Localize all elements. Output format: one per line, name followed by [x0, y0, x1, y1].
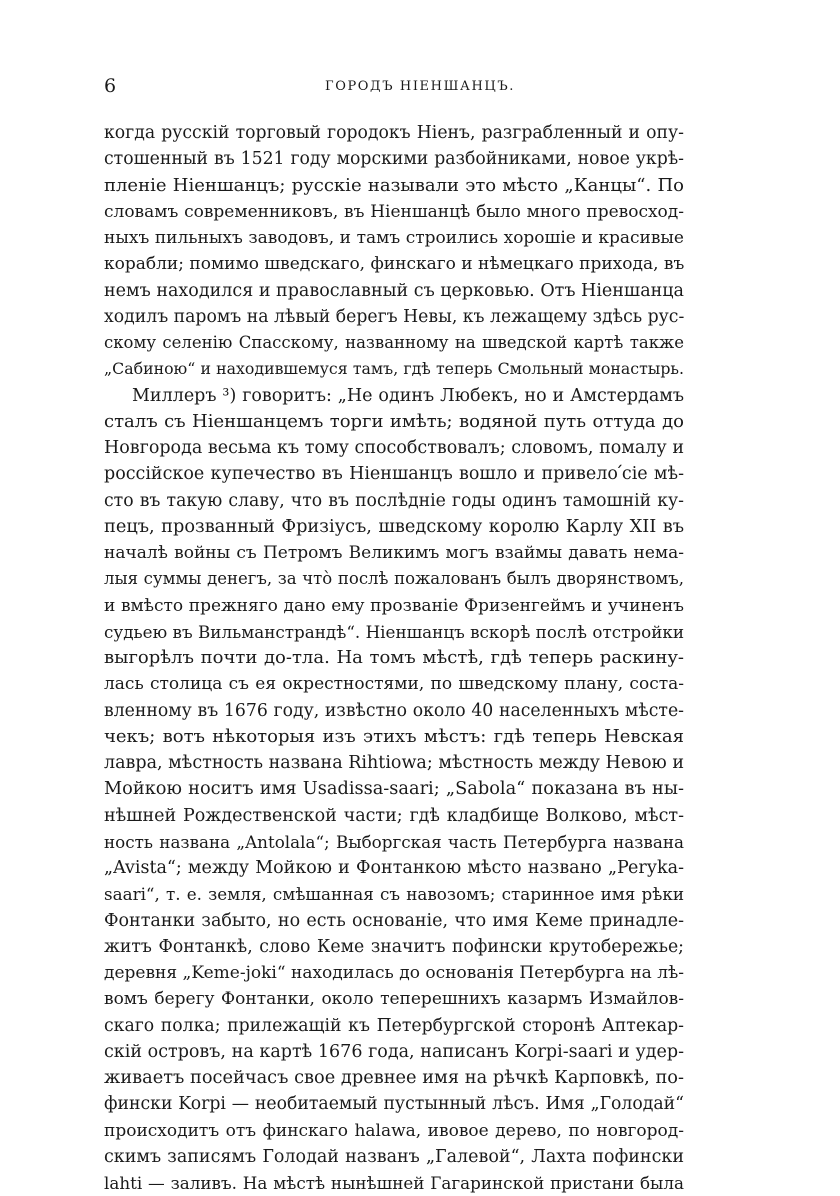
text-line: Фонтанки забыто, но есть основаніе, что имя Кеме принадле- — [104, 910, 684, 931]
text-line: немъ находился и православный съ церковью. Отъ Ніеншанца — [104, 280, 684, 301]
text-line: сталъ съ Ніеншанцемъ торги имѣть; водяной путь оттуда до — [104, 410, 684, 432]
text-line: пленіе Ніеншанцъ; русскіе называли это мѣсто „Канцы“. По — [104, 174, 684, 196]
body-text — [104, 120, 684, 1196]
text-line: saari“, т. е. земля, смѣшанная съ навозомъ; старинное имя рѣки — [104, 884, 684, 905]
text-line: ность названа „Antolala“; Выборгская часть Петербурга названа — [104, 831, 684, 852]
text-line: деревня „Keme-joki“ находилась до основанія Петербурга на лѣ- — [104, 963, 684, 983]
text-line: чекъ; вотъ нѣкоторыя изъ этихъ мѣстъ: гдѣ теперь Невская — [104, 725, 684, 747]
text-line: стошенный въ 1521 году морскими разбойниками, новое укрѣ- — [104, 149, 684, 170]
text-line: нѣшней Рождественской части; гдѣ кладбище Волково, мѣст- — [104, 805, 684, 826]
text-line: „Сабиною“ и находившемуся тамъ, гдѣ теперь Смольный монастырь. — [104, 359, 684, 379]
text-line: вленному въ 1676 году, извѣстно около 40 населенныхъ мѣсте- — [104, 700, 684, 721]
text-line: выгорѣлъ почти до-тла. На томъ мѣстѣ, гдѣ теперь раскину- — [104, 647, 684, 668]
text-line: скому селенію Спасскому, названному на шведской картѣ также — [104, 333, 684, 352]
text-line: началѣ войны съ Петромъ Великимъ могъ взаймы давать нема- — [104, 543, 684, 563]
text-line: скимъ записямъ Голодай названъ „Галевой“, Лахта пофински — [104, 1146, 684, 1167]
text-line: лавра, мѣстность названа Rihtiowa; мѣстность между Невою и — [104, 753, 684, 773]
text-line: и вмѣсто прежняго дано ему прозваніе Фризенгеймъ и учиненъ — [104, 595, 684, 616]
text-line: происходитъ отъ финскаго halawa, ивовое дерево, по новгород- — [104, 1120, 684, 1141]
text-line: сто въ такую славу, что въ послѣдніе годы одинъ тамошній ку- — [104, 490, 684, 511]
running-head: ГОРОДЪ НІЕНШАНЦЪ. — [324, 79, 515, 94]
text-line: пецъ, прозванный Фризіусъ, шведскому королю Карлу XII въ — [104, 516, 684, 537]
text-line: ходилъ паромъ на лѣвый берегъ Невы, къ лежащему здѣсь рус- — [104, 306, 684, 327]
text-line: скій островъ, на картѣ 1676 года, написанъ Korpi-saari и удер- — [104, 1041, 684, 1062]
text-line: lahti — заливъ. На мѣстѣ нынѣшней Гагаринской пристани была — [104, 1173, 684, 1193]
text-line: россійское купечество въ Ніеншанцъ вошло и привело՛сіе мѣ- — [104, 464, 684, 485]
text-line: вомъ берегу Фонтанки, около теперешнихъ казармъ Измайлов- — [104, 989, 684, 1010]
text-line: лась столица съ ея окрестностями, по шведскому плану, соста- — [104, 674, 684, 695]
text-line: Мойкою носитъ имя Usadissa-saari; „Sabola“ показана въ ны- — [104, 779, 684, 800]
page-number: 6 — [104, 75, 117, 97]
text-line: житъ Фонтанкѣ, слово Кеме значитъ пофински крутобережье; — [104, 936, 684, 957]
text-line: ныхъ пильныхъ заводовъ, и тамъ строились хорошіе и красивые — [104, 228, 684, 248]
text-line: живаетъ посейчасъ свое древнее имя на рѣчкѣ Карповкѣ, по- — [104, 1068, 684, 1088]
text-line: лыя суммы денегъ, за чтò послѣ пожалованъ былъ дворянствомъ, — [104, 569, 684, 589]
text-line: фински Korpi — необитаемый пустынный лѣсъ. Имя „Голодай“ — [104, 1094, 684, 1115]
text-line: когда русскій торговый городокъ Ніенъ, разграбленный и опу- — [104, 123, 684, 143]
text-line: корабли; помимо шведскаго, финскаго и нѣмецкаго прихода, въ — [104, 254, 684, 275]
text-line: судьею въ Вильманстрандѣ“. Ніеншанцъ вскорѣ послѣ отстройки — [104, 621, 684, 642]
text-line: скаго полка; прилежащій къ Петербургской сторонѣ Аптекар- — [104, 1015, 684, 1036]
text-line: словамъ современниковъ, въ Ніеншанцѣ было много превосход- — [104, 201, 684, 222]
text-line: Новгорода весьма къ тому способствовалъ; словомъ, помалу и — [104, 438, 684, 458]
text-line: Миллеръ ³) говоритъ: „Не одинъ Любекъ, но и Амстердамъ — [132, 385, 684, 406]
text-line: „Avista“; между Мойкою и Фонтанкою мѣсто названо „Perуka- — [104, 858, 684, 878]
